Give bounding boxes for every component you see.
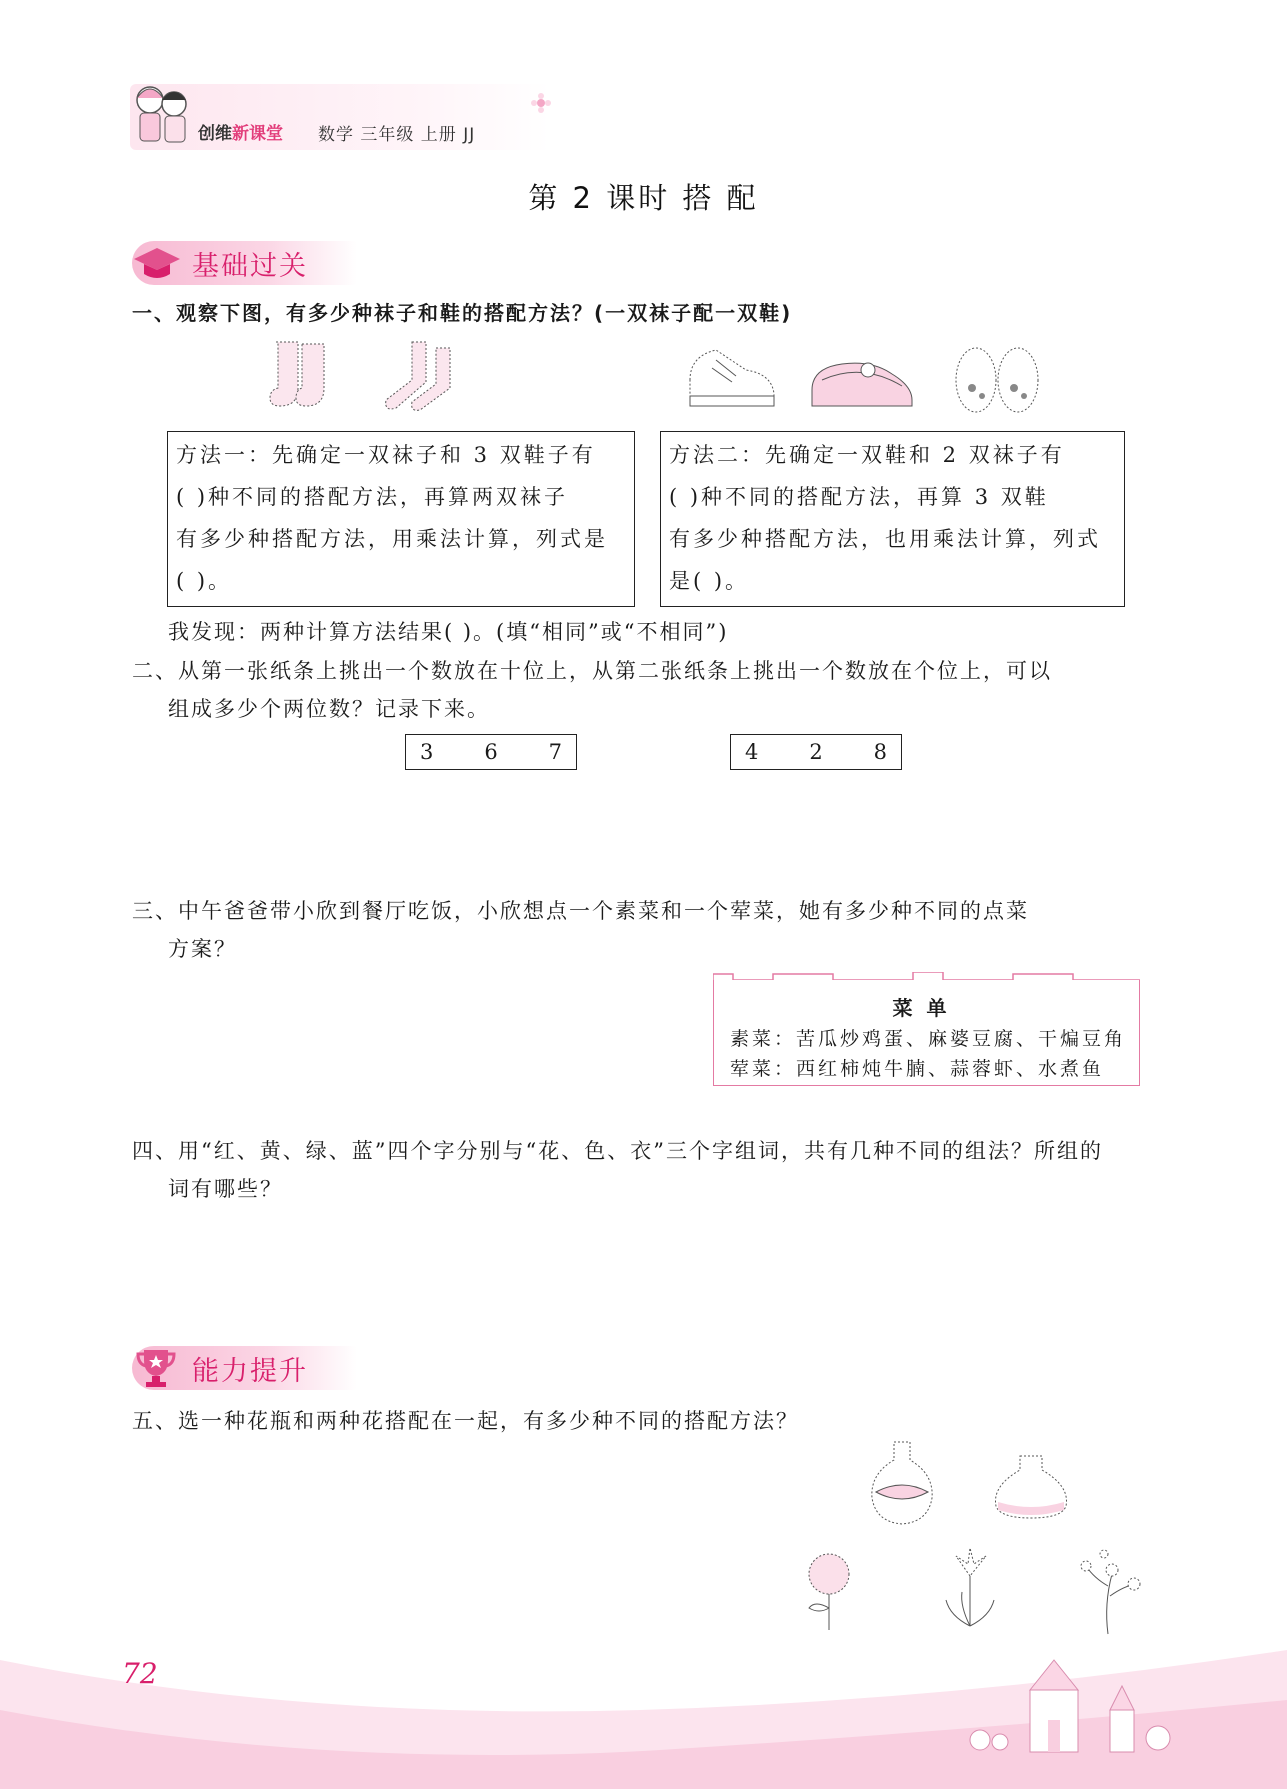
sneakers-icon <box>686 340 778 416</box>
subject-label: 数学 三年级 上册 JJ <box>318 125 476 145</box>
graduation-cap-icon <box>132 244 182 284</box>
method-two-box <box>660 431 1125 607</box>
trophy-icon <box>134 1346 178 1390</box>
discovery-line: 我发现：两种计算方法结果( )。(填“相同”或“不相同”) <box>168 620 729 644</box>
question-3-line1: 三、中午爸爸带小欣到餐厅吃饭，小欣想点一个素菜和一个荤菜，她有多少种不同的点菜 <box>132 899 1029 923</box>
question-4-line2: 词有哪些？ <box>168 1177 283 1201</box>
menu-vegetable-dishes: 素菜：苦瓜炒鸡蛋、麻婆豆腐、干煸豆角 <box>730 1028 1127 1050</box>
menu-card <box>713 980 1140 1086</box>
strip-number: 6 <box>484 740 498 764</box>
strip-number: 2 <box>809 740 823 764</box>
socks-icon <box>382 338 472 418</box>
question-2-line1: 二、从第一张纸条上挑出一个数放在十位上，从第二张纸条上挑出一个数放在个位上，可以 <box>132 659 1052 683</box>
lesson-title: 第 2 课时 搭 配 <box>528 181 759 215</box>
number-strip-1 <box>405 734 577 770</box>
method-two-line: ( )种不同的搭配方法，再算 3 双鞋 <box>669 485 1049 509</box>
method-one-line: ( )。 <box>176 569 233 593</box>
method-one-box <box>167 431 635 607</box>
method-one-line: 有多少种搭配方法，用乘法计算，列式是 <box>176 527 608 551</box>
cartoon-kids-icon <box>128 80 198 152</box>
castle-house-decoration <box>960 1650 1180 1760</box>
brand-name: 创维新课堂 <box>198 124 283 144</box>
menu-title: 菜单 <box>892 996 961 1020</box>
section-label-basic: 基础过关 <box>192 251 308 282</box>
question-1: 一、观察下图，有多少种袜子和鞋的搭配方法？(一双袜子配一双鞋) <box>132 301 793 325</box>
question-2-line2: 组成多少个两位数？记录下来。 <box>168 697 490 721</box>
question-3-line2: 方案？ <box>168 937 237 961</box>
method-one-line: 方法一：先确定一双袜子和 3 双鞋子有 <box>176 443 596 467</box>
menu-meat-dishes: 荤菜：西红柿炖牛腩、蒜蓉虾、水煮鱼 <box>730 1058 1105 1080</box>
vase-icon <box>866 1438 938 1528</box>
method-one-line: ( )种不同的搭配方法，再算两双袜子 <box>176 485 569 509</box>
vase-icon <box>990 1452 1072 1522</box>
method-two-line: 方法二：先确定一双鞋和 2 双袜子有 <box>669 443 1065 467</box>
method-two-line: 有多少种搭配方法，也用乘法计算，列式 <box>669 527 1101 551</box>
baby-shoes-icon <box>952 336 1042 418</box>
mary-jane-shoes-icon <box>806 340 918 416</box>
number-strip-2 <box>730 734 902 770</box>
question-5: 五、选一种花瓶和两种花搭配在一起，有多少种不同的搭配方法？ <box>132 1409 799 1433</box>
flower-decoration-icon <box>530 92 552 114</box>
strip-number: 3 <box>420 740 434 764</box>
page-number: 72 <box>122 1657 158 1690</box>
method-two-line: 是( )。 <box>669 569 750 593</box>
section-label-advanced: 能力提升 <box>192 1356 308 1387</box>
question-4-line1: 四、用“红、黄、绿、蓝”四个字分别与“花、色、衣”三个字组词，共有几种不同的组法？所组的 <box>132 1139 1103 1163</box>
strip-number: 4 <box>745 740 759 764</box>
strip-number: 8 <box>873 740 887 764</box>
strip-number: 7 <box>548 740 562 764</box>
socks-icon <box>268 338 358 418</box>
